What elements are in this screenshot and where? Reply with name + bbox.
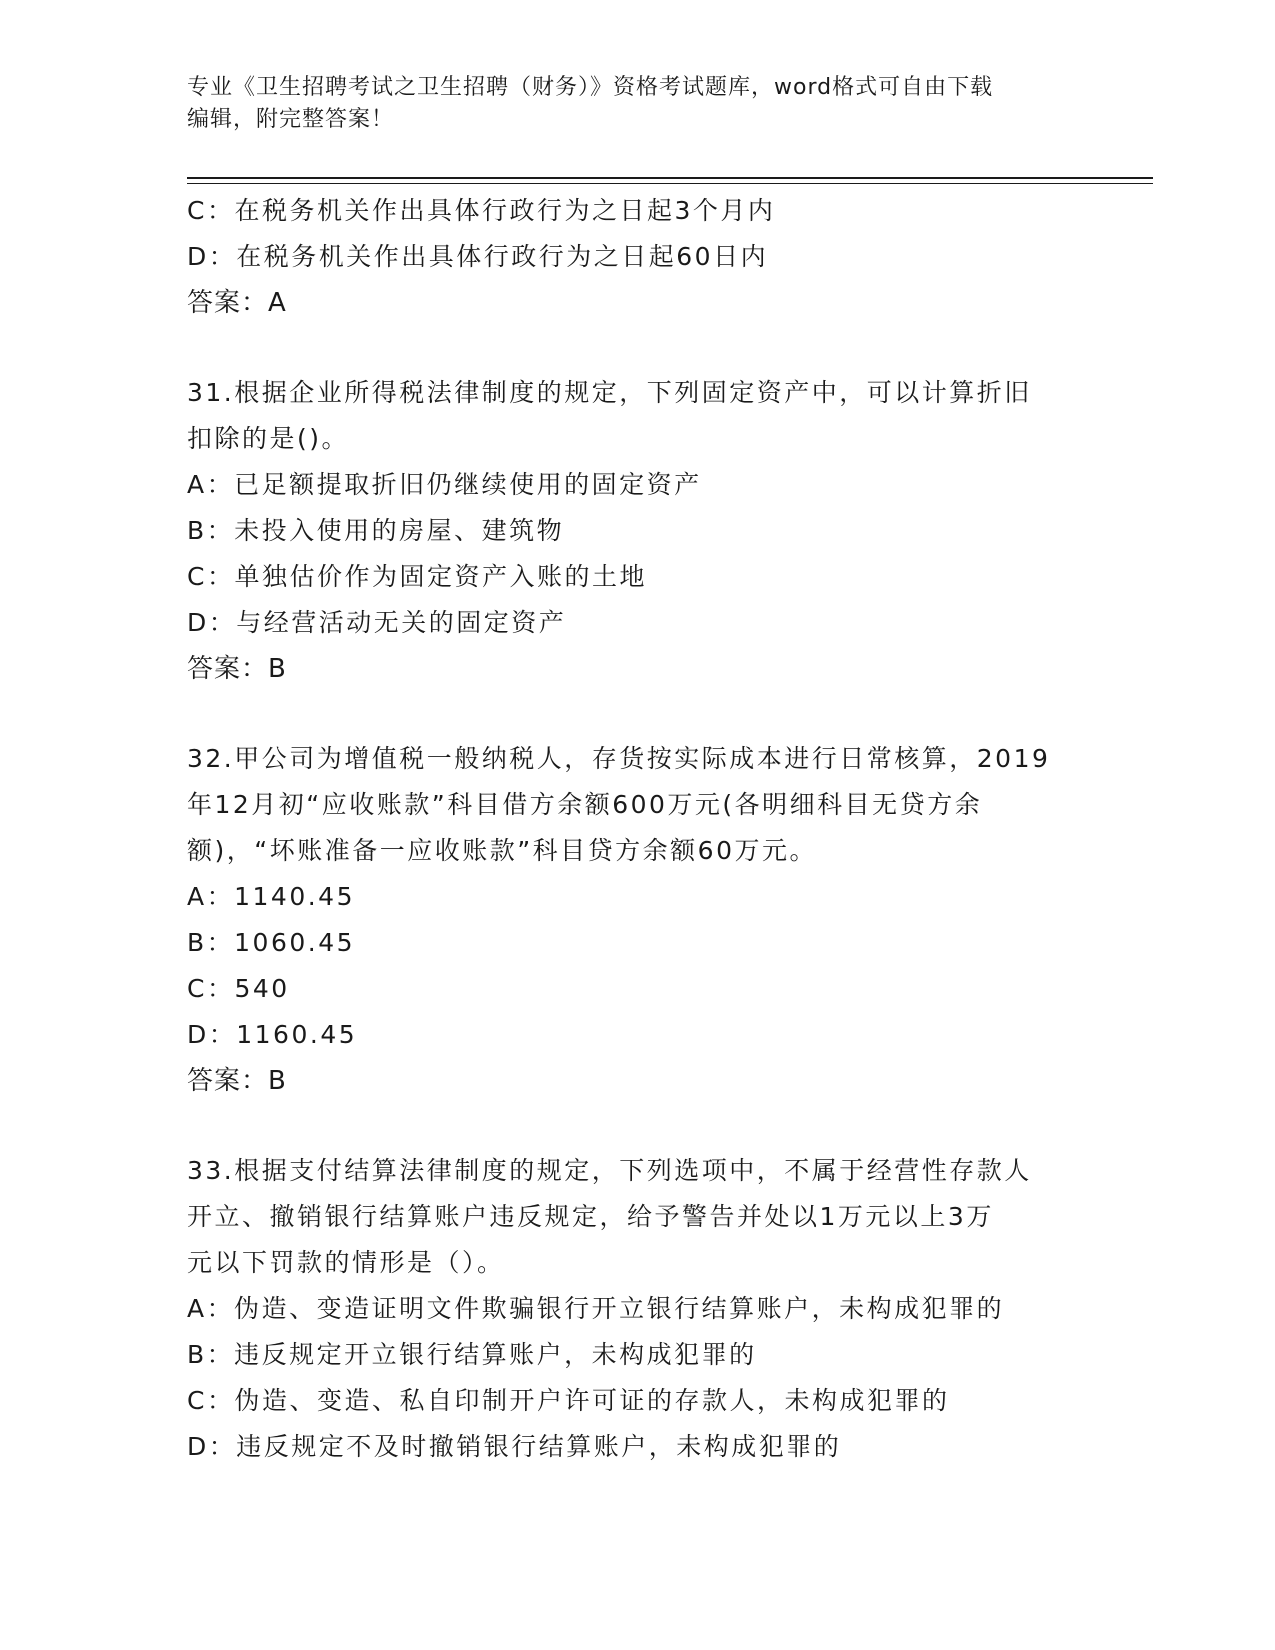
question-stem-line: 年12月初“应收账款”科目借方余额600万元(各明细科目无贷方余 bbox=[187, 790, 983, 819]
question-stem-line: 扣除的是()。 bbox=[187, 424, 350, 453]
option-c: C：在税务机关作出具体行政行为之日起3个月内 bbox=[187, 196, 776, 225]
spacer bbox=[187, 1104, 1087, 1148]
option-c: C：伪造、变造、私自印制开户许可证的存款人，未构成犯罪的 bbox=[187, 1386, 950, 1415]
question-stem-line: 开立、撤销银行结算账户违反规定，给予警告并处以1万元以上3万 bbox=[187, 1202, 994, 1231]
question-33 bbox=[187, 1148, 1087, 1470]
question-prev bbox=[187, 188, 1087, 326]
question-list bbox=[187, 188, 1087, 1470]
question-31 bbox=[187, 370, 1087, 692]
question-stem-line: 元以下罚款的情形是（）。 bbox=[187, 1248, 505, 1277]
option-b: B：违反规定开立银行结算账户，未构成犯罪的 bbox=[187, 1340, 757, 1369]
option-a: A：1140.45 bbox=[187, 882, 355, 911]
question-stem-line: 33.根据支付结算法律制度的规定，下列选项中，不属于经营性存款人 bbox=[187, 1156, 1032, 1185]
option-d: D：与经营活动无关的固定资产 bbox=[187, 608, 567, 637]
spacer bbox=[187, 326, 1087, 370]
answer: 答案：B bbox=[187, 654, 287, 684]
option-b: B：未投入使用的房屋、建筑物 bbox=[187, 516, 565, 545]
option-a: A：伪造、变造证明文件欺骗银行开立银行结算账户，未构成犯罪的 bbox=[187, 1294, 1005, 1323]
header-line-1: 专业《卫生招聘考试之卫生招聘（财务）》资格考试题库，word格式可自由下载 bbox=[187, 75, 994, 100]
question-32 bbox=[187, 736, 1087, 1104]
page-header bbox=[187, 72, 1067, 136]
option-d: D：1160.45 bbox=[187, 1020, 358, 1049]
question-stem-line: 31.根据企业所得税法律制度的规定，下列固定资产中，可以计算折旧 bbox=[187, 378, 1032, 407]
question-stem-line: 额)，“坏账准备一应收账款”科目贷方余额60万元。 bbox=[187, 836, 817, 865]
option-a: A：已足额提取折旧仍继续使用的固定资产 bbox=[187, 470, 702, 499]
answer: 答案：B bbox=[187, 1066, 287, 1096]
option-c: C：单独估价作为固定资产入账的土地 bbox=[187, 562, 647, 591]
header-rule-thin bbox=[187, 183, 1153, 184]
spacer bbox=[187, 692, 1087, 736]
header-rule-thick bbox=[187, 177, 1153, 179]
answer: 答案：A bbox=[187, 288, 287, 318]
header-line-2: 编辑，附完整答案！ bbox=[187, 107, 395, 132]
option-b: B：1060.45 bbox=[187, 928, 356, 957]
option-c: C：540 bbox=[187, 974, 290, 1003]
option-d: D：违反规定不及时撤销银行结算账户，未构成犯罪的 bbox=[187, 1432, 842, 1461]
option-d: D：在税务机关作出具体行政行为之日起60日内 bbox=[187, 242, 769, 271]
question-stem-line: 32.甲公司为增值税一般纳税人，存货按实际成本进行日常核算，2019 bbox=[187, 744, 1051, 773]
